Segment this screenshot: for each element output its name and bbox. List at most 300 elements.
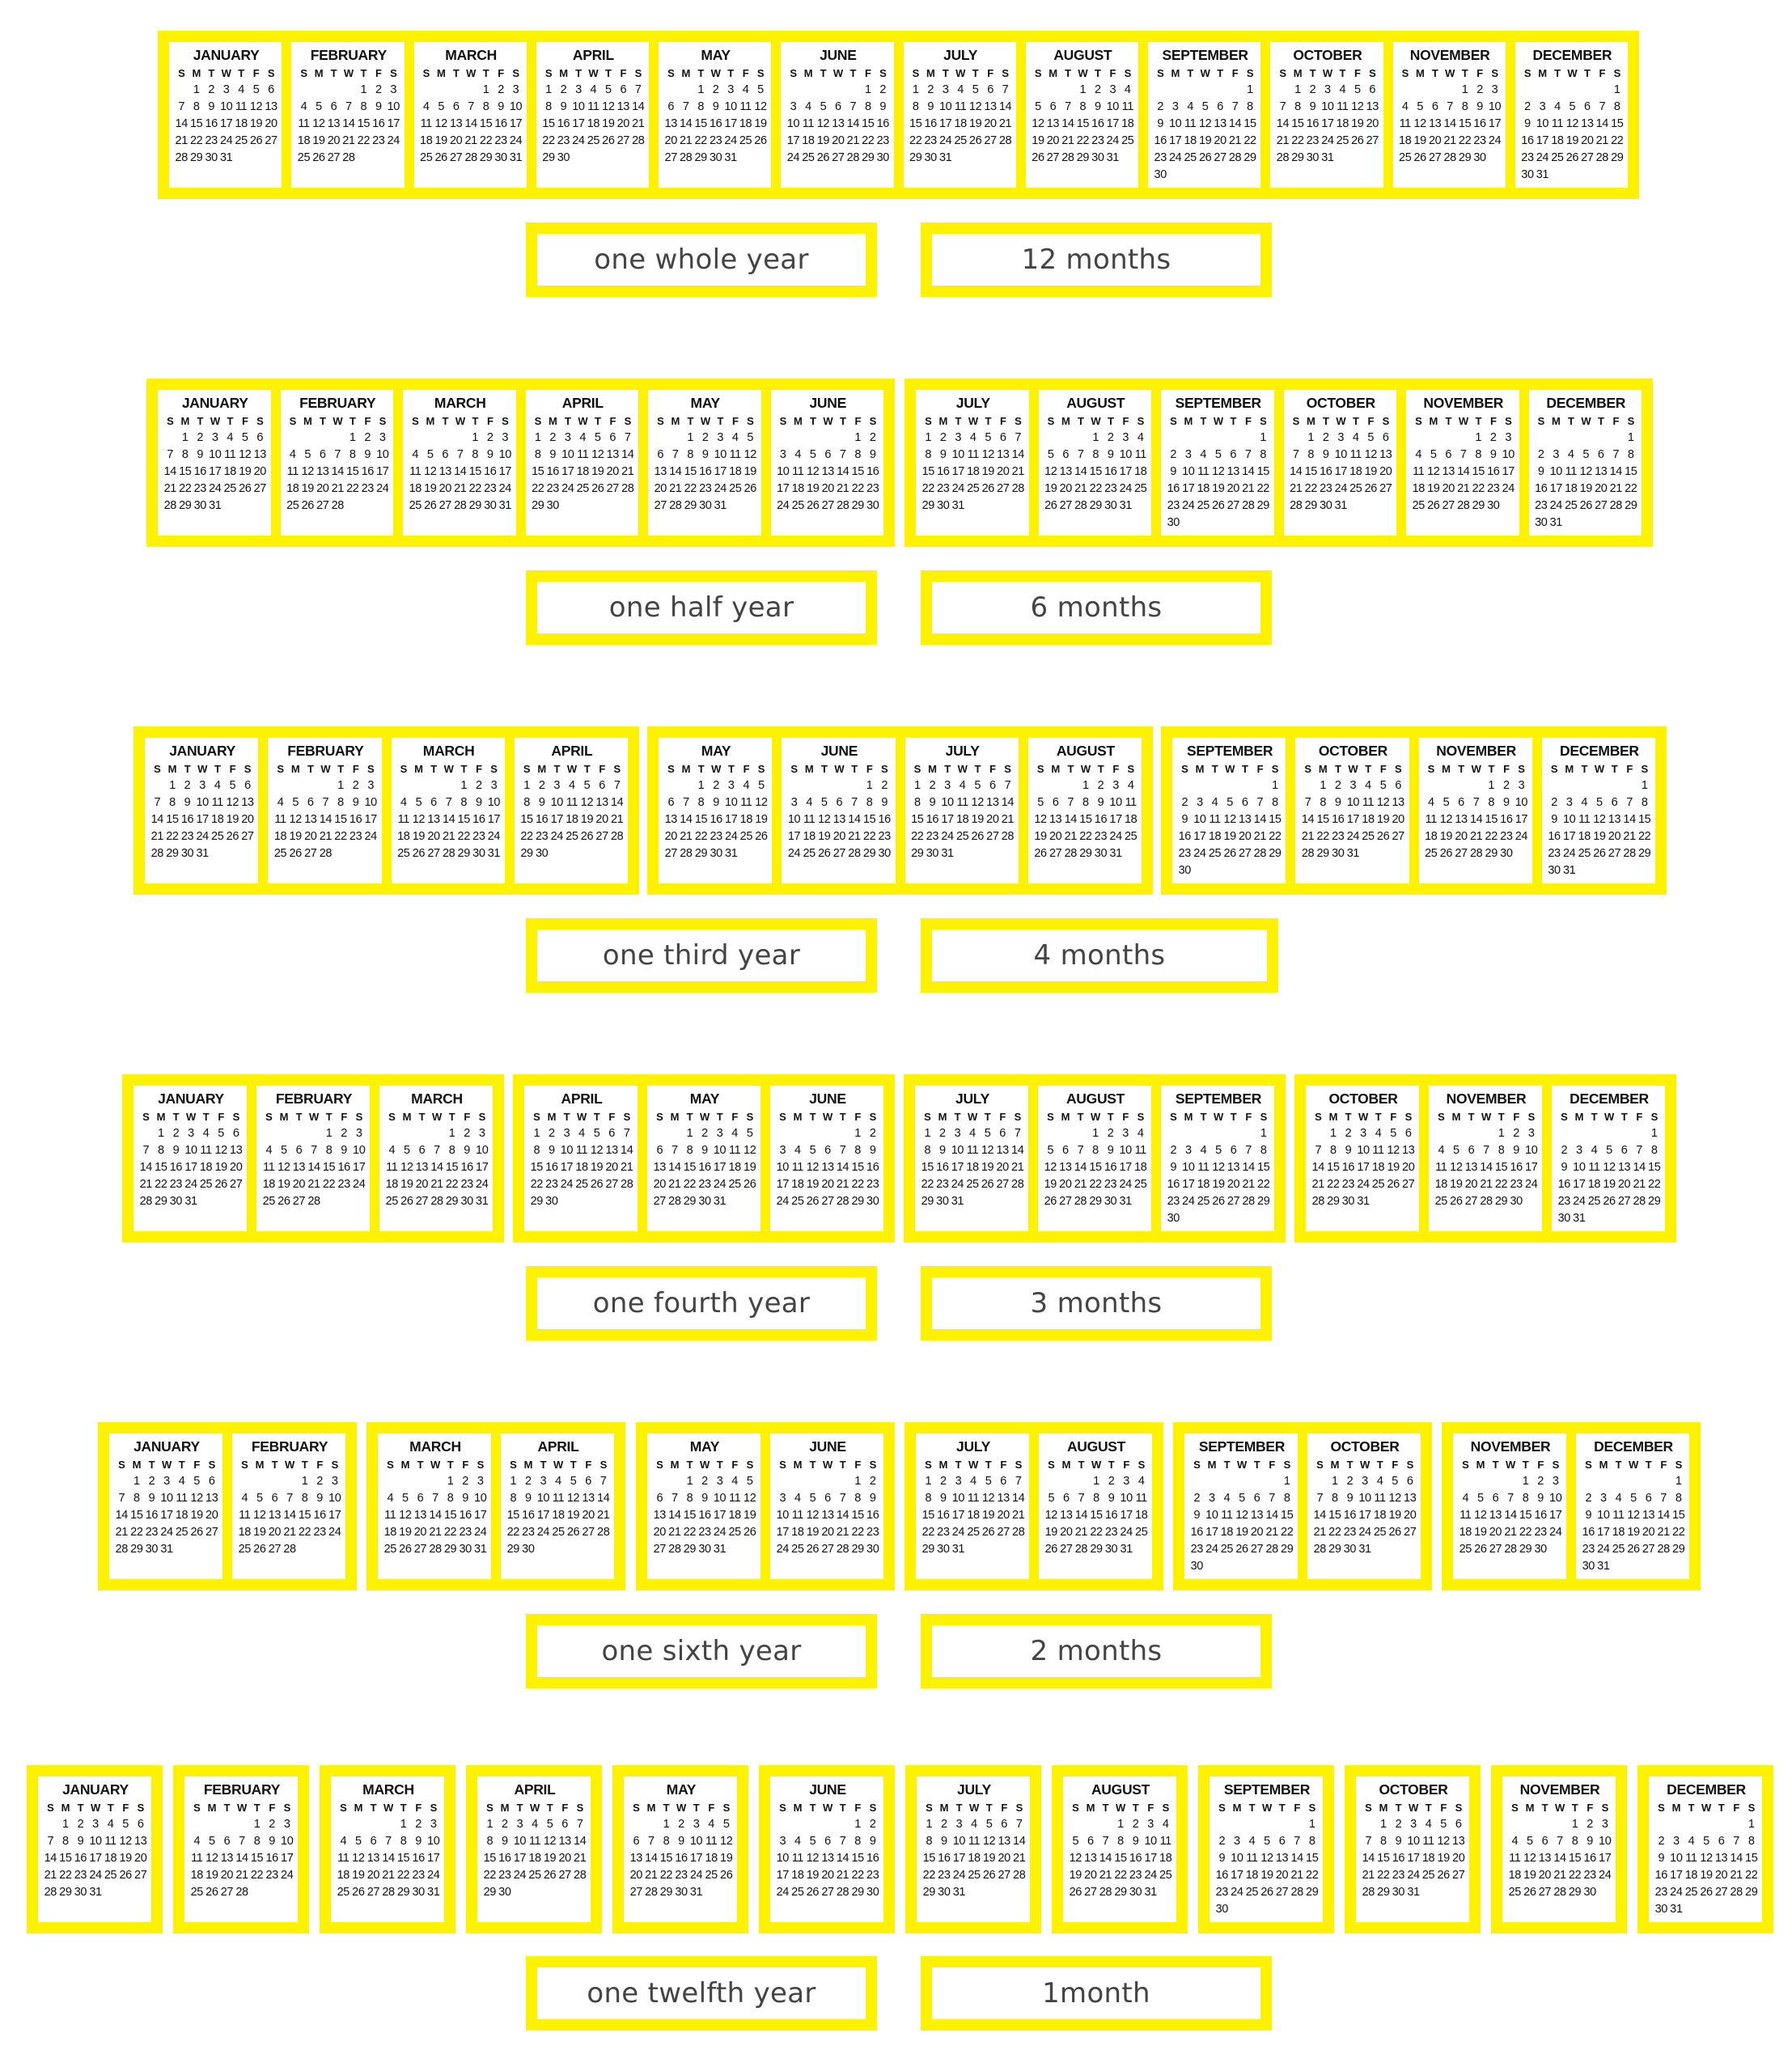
day-cell: 21 (1064, 830, 1077, 843)
day-cell: 22 (1648, 1178, 1661, 1191)
weekday-header: T (1425, 1802, 1432, 1814)
day-cell: 19 (277, 1178, 290, 1191)
day-cell: 10 (689, 1835, 703, 1848)
day-cell: 24 (509, 134, 523, 147)
day-cell: 6 (307, 796, 314, 809)
weekday-header: W (823, 415, 833, 427)
day-cell: 4 (300, 100, 307, 113)
empty-day-cell (1602, 1125, 1617, 1142)
day-cell: 20 (1275, 1869, 1289, 1882)
day-cell: 20 (1059, 1178, 1072, 1191)
day-cell: 13 (1595, 465, 1608, 478)
day-cell: 25 (1121, 134, 1134, 147)
day-cell: 5 (757, 83, 764, 96)
day-cell: 23 (1500, 830, 1513, 843)
empty-day-cell (1241, 1125, 1256, 1142)
weekday-header: W (1200, 67, 1210, 79)
day-cell: 2 (316, 1475, 323, 1488)
day-cell: 2 (1334, 779, 1341, 792)
month-day-grid (43, 1799, 148, 1901)
month-name: JULY (955, 395, 990, 411)
day-cell: 6 (824, 1144, 831, 1157)
day-cell: 17 (561, 465, 574, 478)
day-cell: 29 (1316, 847, 1329, 860)
day-cell: 14 (611, 796, 624, 809)
day-cell: 23 (1215, 1886, 1228, 1899)
day-cell: 30 (866, 1543, 879, 1556)
weekday-header: F (1489, 415, 1497, 427)
day-cell: 12 (968, 100, 982, 113)
empty-day-cell (1226, 1125, 1241, 1142)
day-cell: 11 (739, 100, 752, 113)
day-cell: 12 (743, 448, 756, 461)
day-cell: 16 (1094, 813, 1108, 826)
day-cell: 20 (449, 134, 463, 147)
day-cell: 11 (528, 1835, 541, 1848)
day-cell: 8 (486, 1835, 494, 1848)
day-cell: 22 (1672, 1526, 1685, 1539)
day-cell: 14 (680, 813, 693, 826)
day-cell: 10 (725, 796, 738, 809)
day-cell: 18 (1373, 1509, 1387, 1522)
day-cell: 7 (1015, 431, 1022, 444)
day-cell: 1 (460, 779, 468, 792)
empty-day-cell (1535, 82, 1549, 99)
month-day-grid (786, 760, 892, 862)
day-cell: 16 (498, 1852, 511, 1865)
day-cell: 1 (400, 1818, 407, 1831)
day-cell: 28 (836, 1543, 849, 1556)
day-cell: 18 (1578, 830, 1591, 843)
day-cell: 21 (1253, 830, 1266, 843)
day-cell: 15 (1328, 1509, 1341, 1522)
day-cell: 11 (1565, 465, 1577, 478)
empty-day-cell (776, 430, 791, 447)
day-cell: 22 (468, 482, 481, 495)
empty-day-cell (775, 1816, 790, 1833)
empty-day-cell (1211, 1125, 1226, 1142)
day-cell: 29 (506, 1543, 519, 1556)
day-cell: 22 (530, 1178, 543, 1191)
day-cell: 21 (1457, 482, 1470, 495)
day-cell: 20 (996, 1161, 1009, 1174)
day-cell: 19 (1069, 1869, 1082, 1882)
day-cell: 6 (656, 1492, 663, 1505)
empty-day-cell (1098, 1816, 1113, 1833)
day-cell: 23 (265, 1869, 278, 1882)
day-cell: 23 (459, 1526, 472, 1539)
month-day-grid (531, 413, 636, 515)
day-cell: 14 (1276, 117, 1290, 130)
day-cell: 13 (629, 1852, 642, 1865)
month-day-grid (786, 65, 890, 167)
day-cell: 9 (1170, 465, 1177, 478)
day-cell: 12 (1044, 465, 1057, 478)
weekday-header: S (1279, 67, 1286, 79)
day-cell: 5 (1214, 448, 1222, 461)
weekday-header: T (349, 415, 356, 427)
day-cell: 25 (262, 1195, 275, 1208)
day-cell: 13 (996, 1144, 1009, 1157)
weekday-header: S (331, 1459, 338, 1471)
month-day-grid (1153, 65, 1257, 184)
weekday-header: F (599, 763, 605, 775)
day-cell: 3 (367, 779, 375, 792)
day-cell: 29 (1090, 1543, 1103, 1556)
day-cell: 29 (445, 1195, 459, 1208)
day-cell: 12 (312, 117, 325, 130)
day-cell: 15 (862, 117, 875, 130)
day-cell: 12 (1700, 1852, 1713, 1865)
day-cell: 13 (1226, 465, 1239, 478)
weekday-header: T (955, 1459, 962, 1471)
day-cell: 18 (175, 1509, 189, 1522)
day-cell: 27 (595, 830, 608, 843)
day-cell: 9 (502, 1835, 508, 1848)
weekday-header: T (820, 67, 827, 79)
weekday-header: S (400, 763, 407, 775)
day-cell: 26 (806, 1195, 820, 1208)
day-cell: 31 (1407, 1886, 1420, 1899)
weekday-header: F (1392, 1459, 1398, 1471)
day-cell: 30 (1510, 1195, 1523, 1208)
day-cell: 20 (582, 1509, 595, 1522)
day-cell: 2 (1587, 1818, 1593, 1831)
day-cell: 18 (728, 1509, 741, 1522)
day-cell: 17 (1144, 1852, 1157, 1865)
day-cell: 20 (415, 1178, 429, 1191)
day-cell: 19 (249, 117, 263, 130)
day-cell: 16 (709, 117, 722, 130)
day-cell: 21 (1504, 1526, 1517, 1539)
day-cell: 3 (1360, 1127, 1366, 1140)
weekday-header: T (319, 415, 326, 427)
weekday-header: W (383, 1802, 393, 1814)
day-cell: 24 (938, 134, 952, 147)
day-cell: 9 (701, 1144, 708, 1157)
day-cell: 11 (1246, 1852, 1258, 1865)
day-cell: 10 (776, 1852, 789, 1865)
day-cell: 27 (1059, 1195, 1072, 1208)
weekday-header: M (180, 415, 189, 427)
empty-day-cell (1458, 1473, 1473, 1490)
day-cell: 9 (940, 1492, 947, 1505)
day-cell: 1 (1260, 431, 1267, 444)
weekday-header: S (925, 1459, 932, 1471)
day-cell: 9 (1132, 1835, 1139, 1848)
day-cell: 5 (1453, 1144, 1459, 1157)
weekday-header: T (1567, 415, 1574, 427)
empty-day-cell (679, 777, 694, 794)
weekday-header: M (547, 1111, 557, 1123)
day-cell: 20 (654, 482, 667, 495)
weekday-header: S (283, 1802, 290, 1814)
day-cell: 16 (1178, 830, 1191, 843)
day-cell: 16 (180, 813, 194, 826)
day-cell: 8 (169, 796, 176, 809)
weekday-header: S (1260, 415, 1267, 427)
day-cell: 9 (1309, 100, 1316, 113)
day-cell: 18 (211, 813, 224, 826)
day-cell: 19 (806, 1869, 820, 1882)
day-cell: 26 (1439, 847, 1453, 860)
day-cell: 14 (1623, 813, 1636, 826)
day-cell: 22 (1269, 830, 1282, 843)
day-cell: 12 (602, 100, 615, 113)
day-cell: 16 (1548, 830, 1561, 843)
weekday-header: M (938, 1459, 948, 1471)
day-cell: 29 (1625, 499, 1637, 512)
day-cell: 20 (1452, 1852, 1465, 1865)
day-cell: 11 (176, 1492, 188, 1505)
day-cell: 30 (1104, 1543, 1118, 1556)
day-cell: 14 (307, 1161, 320, 1174)
day-cell: 14 (836, 1509, 849, 1522)
day-cell: 1 (337, 779, 344, 792)
day-cell: 27 (1059, 499, 1072, 512)
day-cell: 2 (184, 779, 191, 792)
day-cell: 12 (971, 796, 984, 809)
day-cell: 13 (1060, 1509, 1073, 1522)
day-cell: 17 (1119, 465, 1132, 478)
day-cell: 24 (387, 134, 400, 147)
month-name: AUGUST (1056, 743, 1115, 759)
weekday-header: T (716, 1459, 723, 1471)
day-cell: 30 (937, 1543, 950, 1556)
day-cell: 23 (1487, 482, 1500, 495)
day-cell: 19 (1603, 1178, 1616, 1191)
day-cell: 14 (1609, 465, 1622, 478)
empty-day-cell (1265, 1473, 1280, 1490)
day-cell: 7 (322, 796, 329, 809)
empty-day-cell (1031, 82, 1045, 99)
day-cell: 1 (854, 1127, 861, 1140)
day-cell: 27 (1402, 1178, 1415, 1191)
month-october (1295, 738, 1409, 883)
day-cell: 7 (1315, 1144, 1322, 1157)
day-cell: 27 (821, 1195, 834, 1208)
day-cell: 8 (533, 1144, 540, 1157)
weekday-header: T (553, 763, 561, 775)
day-cell: 28 (846, 151, 859, 164)
empty-day-cell (1547, 777, 1562, 794)
day-cell: 22 (1089, 482, 1102, 495)
weekday-header: S (1675, 1459, 1682, 1471)
day-cell: 9 (1097, 796, 1104, 809)
weekday-header: M (400, 1459, 410, 1471)
day-cell: 10 (536, 1492, 550, 1505)
weekday-header: M (1061, 1459, 1071, 1471)
day-cell: 1 (1079, 83, 1087, 96)
day-cell: 1 (193, 83, 200, 96)
day-cell: 2 (712, 83, 719, 96)
weekday-header: F (1599, 67, 1606, 79)
day-cell: 12 (253, 1509, 266, 1522)
weekday-header: S (1015, 1802, 1023, 1814)
day-cell: 6 (208, 1475, 215, 1488)
day-cell: 29 (921, 499, 934, 512)
day-cell: 17 (1549, 482, 1562, 495)
day-cell: 24 (776, 1195, 789, 1208)
day-cell: 13 (1059, 465, 1072, 478)
day-cell: 6 (1458, 796, 1464, 809)
day-cell: 3 (478, 1127, 485, 1140)
weekday-header: T (1278, 1802, 1286, 1814)
weekday-header: S (1550, 763, 1558, 775)
day-cell: 18 (104, 1852, 117, 1865)
day-cell: 4 (806, 796, 812, 809)
day-cell: 22 (346, 482, 359, 495)
day-cell: 26 (818, 847, 831, 860)
weekday-header: F (743, 763, 750, 775)
day-cell: 9 (1193, 1509, 1201, 1522)
month-name: JANUARY (133, 1438, 200, 1455)
day-cell: 5 (1047, 448, 1054, 461)
day-cell: 12 (720, 1835, 733, 1848)
day-cell: 4 (387, 1492, 394, 1505)
weekday-header: T (693, 1802, 700, 1814)
day-cell: 17 (725, 813, 738, 826)
day-cell: 23 (1535, 499, 1548, 512)
day-cell: 1 (1247, 83, 1253, 96)
day-cell: 10 (1334, 448, 1347, 461)
day-cell: 6 (824, 448, 832, 461)
day-cell: 15 (396, 1852, 410, 1865)
day-cell: 24 (1321, 134, 1334, 147)
day-cell: 16 (876, 117, 889, 130)
weekday-header: S (193, 1802, 201, 1814)
weekday-header: T (1498, 1111, 1505, 1123)
month-day-grid (541, 65, 646, 167)
day-cell: 8 (400, 1835, 407, 1848)
weekday-header: M (1207, 1459, 1217, 1471)
day-cell: 29 (190, 151, 203, 164)
weekday-header: M (1171, 67, 1180, 79)
weekday-header: T (1375, 1111, 1382, 1123)
day-cell: 11 (956, 796, 968, 809)
day-cell: 10 (328, 1492, 341, 1505)
weekday-header: W (1091, 415, 1101, 427)
day-cell: 5 (985, 1475, 992, 1488)
day-cell: 10 (786, 117, 800, 130)
day-cell: 15 (1306, 1852, 1319, 1865)
day-cell: 3 (716, 1475, 723, 1488)
day-cell: 21 (1265, 1526, 1278, 1539)
day-cell: 21 (331, 482, 344, 495)
label-fraction-twelfth: one twelfth year (526, 1956, 877, 2031)
day-cell: 10 (951, 1144, 964, 1157)
weekday-header: W (823, 1111, 832, 1123)
day-cell: 13 (1608, 813, 1621, 826)
day-cell: 24 (1182, 1195, 1195, 1208)
day-cell: 24 (560, 1178, 574, 1191)
month-august (1038, 1086, 1151, 1231)
weekday-header: W (210, 415, 220, 427)
label-fraction-sixth: one sixth year (526, 1614, 877, 1688)
day-cell: 25 (954, 134, 967, 147)
day-cell: 17 (1525, 1161, 1538, 1174)
day-cell: 25 (968, 1869, 981, 1882)
weekday-header: S (1292, 415, 1299, 427)
day-cell: 17 (1407, 1852, 1420, 1865)
day-cell: 19 (1212, 482, 1225, 495)
weekday-header: S (657, 415, 664, 427)
day-cell: 5 (1226, 796, 1233, 809)
day-cell: 16 (545, 1161, 558, 1174)
day-cell: 12 (226, 796, 239, 809)
day-cell: 5 (193, 1475, 200, 1488)
day-cell: 1 (169, 779, 176, 792)
month-october (1270, 42, 1383, 188)
weekday-header: T (717, 415, 724, 427)
day-cell: 17 (951, 1161, 964, 1174)
day-cell: 24 (941, 830, 954, 843)
day-cell: 7 (118, 1492, 125, 1505)
day-cell: 8 (1308, 1835, 1315, 1848)
month-name: MARCH (422, 743, 475, 759)
month-february (291, 42, 404, 188)
day-cell: 5 (1606, 1144, 1612, 1157)
day-cell: 29 (862, 151, 875, 164)
day-cell: 15 (851, 465, 864, 478)
weekday-header: M (207, 1802, 217, 1814)
month-name: NOVEMBER (1423, 395, 1504, 411)
day-cell: 5 (1527, 1835, 1533, 1848)
day-cell: 28 (1504, 1543, 1517, 1556)
day-cell: 18 (728, 1161, 741, 1174)
month-may (648, 390, 761, 536)
day-cell: 11 (239, 1509, 251, 1522)
day-cell: 8 (1488, 796, 1495, 809)
weekday-header: S (388, 1111, 396, 1123)
empty-day-cell (1227, 82, 1242, 99)
day-cell: 16 (372, 117, 385, 130)
day-cell: 11 (384, 1509, 396, 1522)
day-cell: 4 (1248, 1835, 1256, 1848)
day-cell: 24 (1109, 830, 1122, 843)
day-cell: 27 (304, 847, 317, 860)
day-cell: 24 (1562, 847, 1576, 860)
weekday-header: S (1316, 1459, 1324, 1471)
day-cell: 5 (292, 796, 299, 809)
empty-day-cell (1059, 1473, 1074, 1490)
month-day-grid (775, 1108, 880, 1210)
day-cell: 10 (1502, 448, 1515, 461)
weekday-header: W (1445, 67, 1455, 79)
day-cell: 7 (839, 448, 846, 461)
day-cell: 24 (1525, 1178, 1538, 1191)
day-cell: 25 (566, 830, 578, 843)
month-day-grid (920, 1108, 1025, 1210)
empty-day-cell (1166, 430, 1181, 447)
day-cell: 23 (484, 482, 497, 495)
weekday-header: M (681, 763, 691, 775)
day-cell: 3 (553, 779, 561, 792)
day-cell: 18 (1134, 465, 1147, 478)
empty-day-cell (836, 430, 851, 447)
day-cell: 22 (155, 1178, 167, 1191)
day-cell: 7 (1015, 1475, 1022, 1488)
weekday-header: F (1245, 1111, 1252, 1123)
weekday-header: S (1124, 67, 1131, 79)
empty-day-cell (1438, 777, 1454, 794)
weekday-header: T (1200, 415, 1207, 427)
day-cell: 4 (1339, 83, 1346, 96)
empty-day-cell (1553, 1816, 1568, 1833)
day-cell: 10 (498, 448, 511, 461)
label-months-half: 6 months (921, 570, 1272, 645)
empty-day-cell (1454, 777, 1469, 794)
